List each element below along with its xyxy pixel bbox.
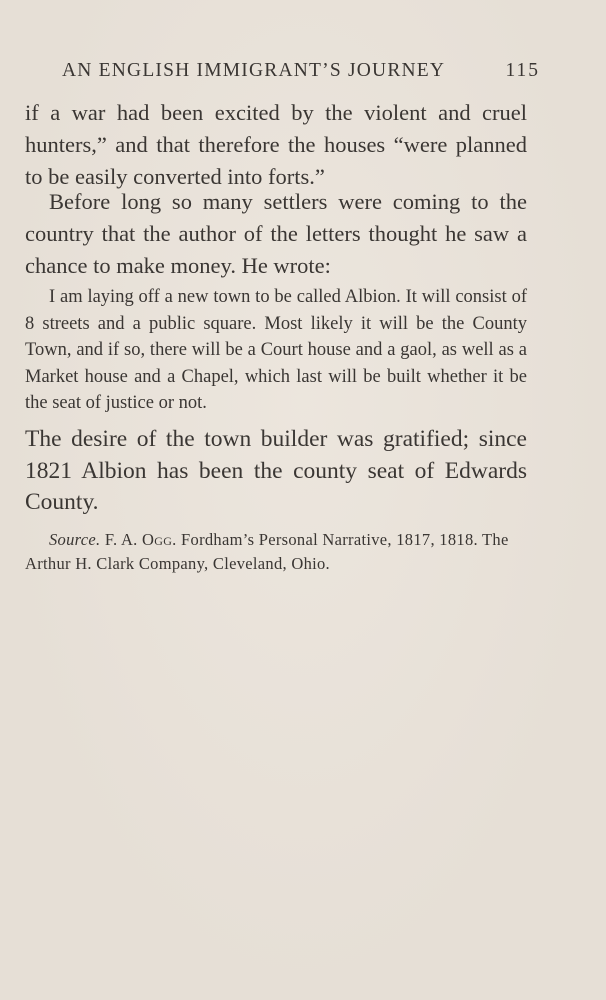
paragraph-continuation: if a war had been excited by the violent and cruel hunters,” and that therefore the houses “were planned to be easily converted into forts.” — [25, 100, 527, 189]
running-head-title: AN ENGLISH IMMIGRANT’S JOURNEY — [62, 60, 446, 81]
paragraph-settlers: Before long so many settlers were coming to the country that the author of the letters thought he saw a chance to make money. He wrote: — [25, 189, 527, 278]
running-head — [62, 60, 540, 88]
source-citation — [25, 528, 539, 576]
source-author: F. A. Ogg. — [104, 530, 177, 549]
block-quote-letter — [25, 284, 527, 417]
paragraph-town-builder: The desire of the town builder was gratified; since 1821 Albion has been the county seat of Edwards County. — [25, 426, 527, 515]
source-label: Source. — [49, 530, 101, 549]
block-quote-text: I am laying off a new town to be called Albion. It will consist of 8 streets and a public square. Most likely it will be the County Town, and if so, there will be a Court house and a gaol, as well as a Market house and a Chapel, which last will be built whether it be the seat of justice or not. — [25, 287, 527, 413]
page-number: 115 — [505, 60, 540, 81]
source-reference: Fordham’s Personal Narrative, 1817, 1818. The Arthur H. Clark Company, Cleveland, Ohio. — [25, 530, 509, 573]
